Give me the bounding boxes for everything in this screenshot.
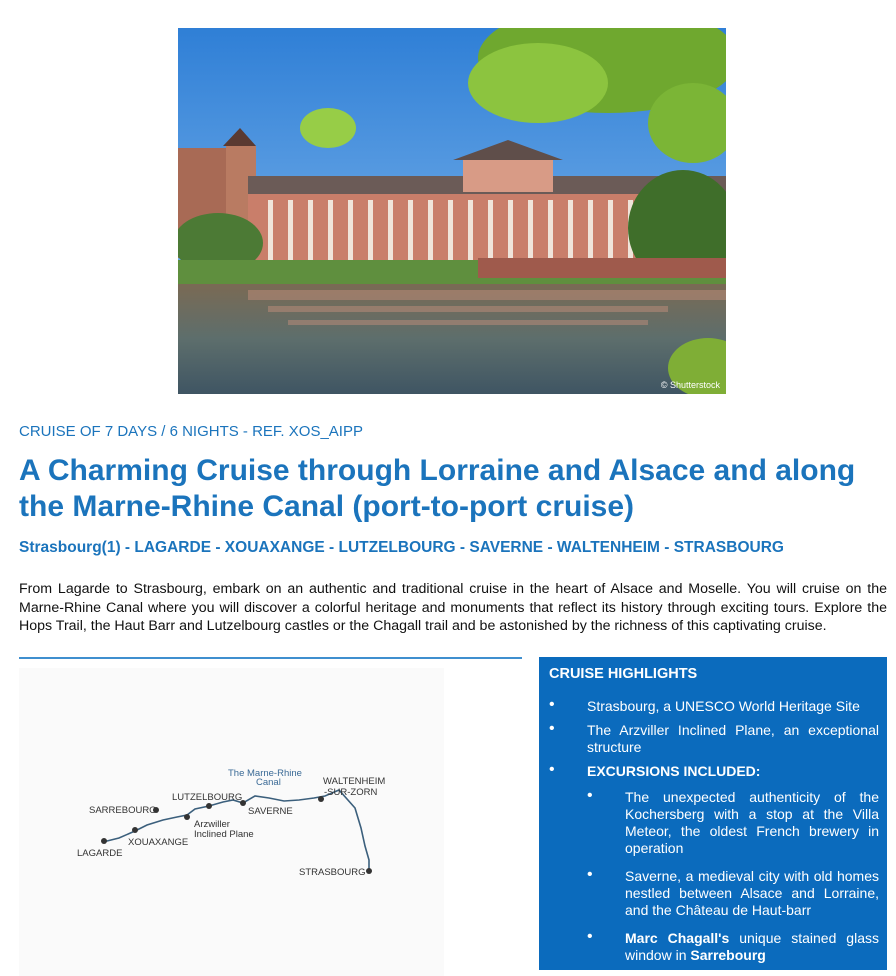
highlights-list bbox=[549, 698, 879, 975]
dot-lutzelbourg bbox=[206, 803, 212, 809]
dot-xouaxange bbox=[132, 827, 138, 833]
label-waltenheim-2: -SUR-ZORN bbox=[324, 787, 378, 798]
label-arzviller-1: Arzwiller bbox=[194, 819, 230, 830]
section-divider bbox=[19, 657, 522, 659]
label-lagarde: LAGARDE bbox=[77, 848, 123, 859]
page-title: A Charming Cruise through Lorraine and Alsace and along the Marne-Rhine Canal (port-to-port cruise) bbox=[19, 454, 856, 523]
dot-arzviller bbox=[184, 814, 190, 820]
dot-lagarde bbox=[101, 838, 107, 844]
label-saverne: SAVERNE bbox=[248, 806, 293, 817]
highlights-title: CRUISE HIGHLIGHTS bbox=[549, 666, 698, 682]
hero-photo bbox=[178, 28, 726, 394]
excursions-list bbox=[587, 789, 879, 964]
label-xouaxange: XOUAXANGE bbox=[128, 837, 189, 848]
photo-credit: © Shutterstock bbox=[660, 380, 720, 390]
canal-label-2: Canal bbox=[256, 777, 281, 788]
label-lutzelbourg: LUTZELBOURG bbox=[172, 792, 243, 803]
highlight-item-excursions bbox=[549, 763, 879, 964]
canal-label-1: The Marne-Rhine bbox=[228, 768, 302, 779]
highlight-item: • Strasbourg, a UNESCO World Heritage Site bbox=[549, 698, 879, 715]
route-map bbox=[19, 668, 444, 976]
route-line: Strasbourg(1) - LAGARDE - XOUAXANGE - LUTZELBOURG - SAVERNE - WALTENHEIM - STRASBOURG bbox=[19, 539, 784, 556]
highlight-item: • The Arzviller Inclined Plane, an exceptional structure bbox=[549, 722, 879, 756]
dot-strasbourg bbox=[366, 868, 372, 874]
label-arzviller-2: Inclined Plane bbox=[194, 829, 254, 840]
intro-paragraph: From Lagarde to Strasbourg, embark on an authentic and traditional cruise in the heart of Alsace and Moselle. You will cruise on the Marne-Rhine Canal where you will discover a colorful heritage and monuments that reflect its history through exciting tours. Explore the Hops Trail, the Haut Barr and Lutzelbourg castles or the Chagall trail and be astonished by the richness of this captivating cruise. bbox=[19, 581, 887, 634]
label-strasbourg: STRASBOURG bbox=[299, 867, 366, 878]
cruise-reference: CRUISE OF 7 DAYS / 6 NIGHTS - REF. XOS_AIPP bbox=[19, 423, 363, 440]
excursion-item: • The unexpected authenticity of the Kochersberg with a stop at the Villa Meteor, the oldest French brewery in operation bbox=[587, 789, 879, 857]
excursion-item: • Marc Chagall's unique stained glass window in Sarrebourg bbox=[587, 930, 879, 964]
palace-illustration bbox=[178, 28, 726, 394]
excursion-item: • Saverne, a medieval city with old homes nestled between Alsace and Lorraine, and the Château de Haut-barr bbox=[587, 868, 879, 919]
label-waltenheim-1: WALTENHEIM bbox=[323, 776, 386, 787]
label-sarrebourg: SARREBOURG bbox=[89, 805, 157, 816]
cruise-highlights-panel bbox=[539, 657, 887, 970]
excursions-heading: EXCURSIONS INCLUDED: bbox=[587, 763, 761, 779]
